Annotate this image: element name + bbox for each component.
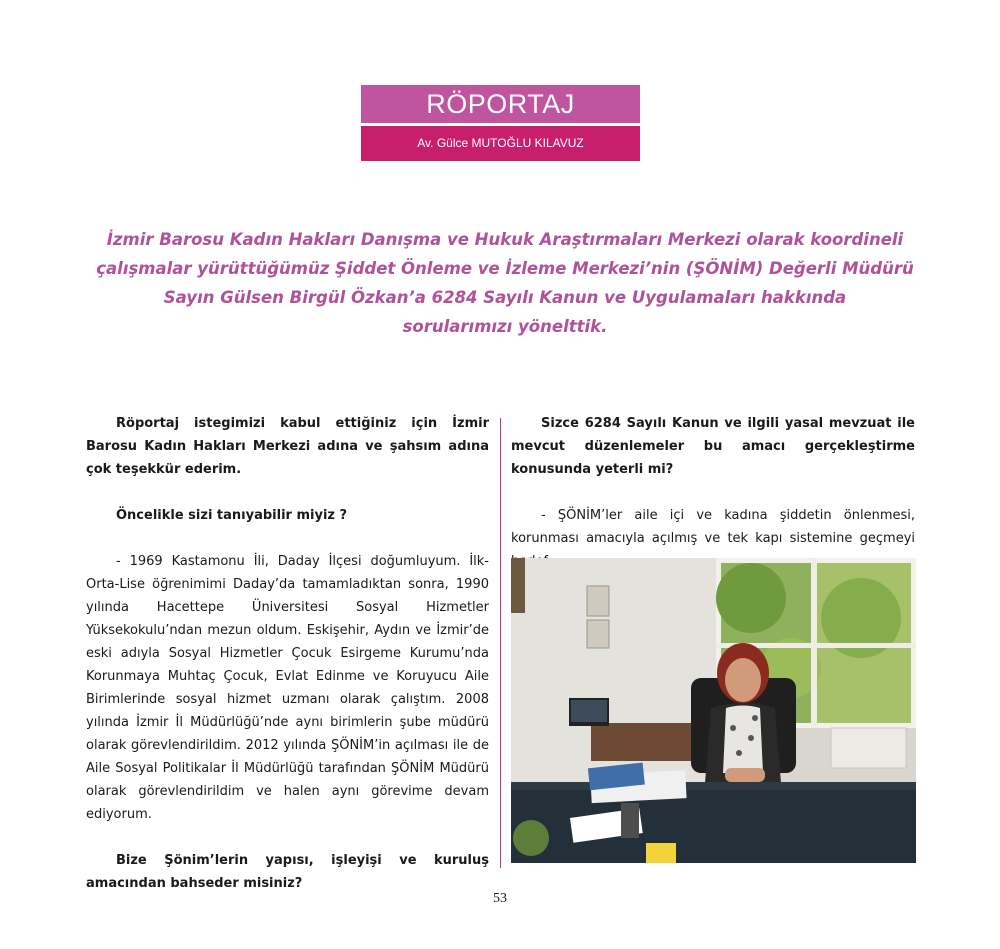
intro-line: Sayın Gülsen Birgül Özkan’a 6284 Sayılı Kanun ve Uygulamaları hakkında [163, 288, 847, 307]
answer-3: - ŞÖNİM’ler aile içi ve kadına şiddetin önlenmesi, korunması amacıyla açılmış ve tek kapı sistemine geçmeyi [511, 508, 915, 546]
intro-line: İzmir Barosu Kadın Hakları Danışma ve Hukuk Araştırmaları Merkezi olarak koordineli [106, 230, 904, 249]
intro-line: çalışmalar yürüttüğümüz Şiddet Önleme ve İzleme Merkezi’nin (ŞÖNİM) Değerli Müdürü [96, 259, 914, 278]
thanks-text: Röportaj istegimizi kabul ettiğiniz için İzmir Barosu Kadın Hakları Merkezi adına ve şahsım adına çok teşekkür ederim. [86, 416, 489, 477]
column-divider [500, 418, 501, 868]
question-3: Sizce 6284 Sayılı Kanun ve ilgili yasal mevzuat ile mevcut düzenlemeler bu amacı gerçekleştirme konusunda yeterli mi? [511, 416, 915, 477]
page-number: 53 [493, 891, 507, 906]
intro-line: sorularımızı yönelttik. [402, 317, 608, 336]
question-2: Bize Şönim’lerin yapısı, işleyişi ve kuruluş amacından bahseder misiniz? [86, 853, 489, 891]
author-name: Av. Gülce MUTOĞLU KILAVUZ [361, 126, 640, 161]
right-column [511, 412, 915, 573]
question-1: Öncelikle sizi tanıyabilir miyiz ? [116, 508, 348, 523]
section-banner [361, 85, 640, 161]
section-title: RÖPORTAJ [361, 85, 640, 123]
left-column [86, 412, 489, 895]
interview-photo [511, 558, 916, 863]
answer-1: - 1969 Kastamonu İli, Daday İlçesi doğumluyum. İlk-Orta-Lise öğrenimimi Daday’da tamamladıktan sonra, 1990 yılında Hacettepe Üniversitesi Sosyal Hizmetler Yüksekokulu’ndan mezun oldum. Eskişehir, Aydın ve İzmir’de eski adıyla Sosyal Hizmetler Çocuk Esirgeme Kurumu’nda Korunmaya Muhtaç Çocuk, Evlat Edinme ve Koruyucu Aile Birimlerinde sosyal hizmet uzmanı olarak çalıştım. 2008 yılında İzmir İl Müdürlüğü’nde aynı birimlerin şube müdürü olarak görevlendirildim. 2012 yılında ŞÖNİM’in açılması ile de Aile Sosyal Politikalar İl Müdürlüğü tarafından ŞÖNİM Müdürü olarak görevlendirildim ve halen aynı görevime devam ediyorum. [86, 554, 489, 822]
intro-paragraph [95, 225, 915, 341]
